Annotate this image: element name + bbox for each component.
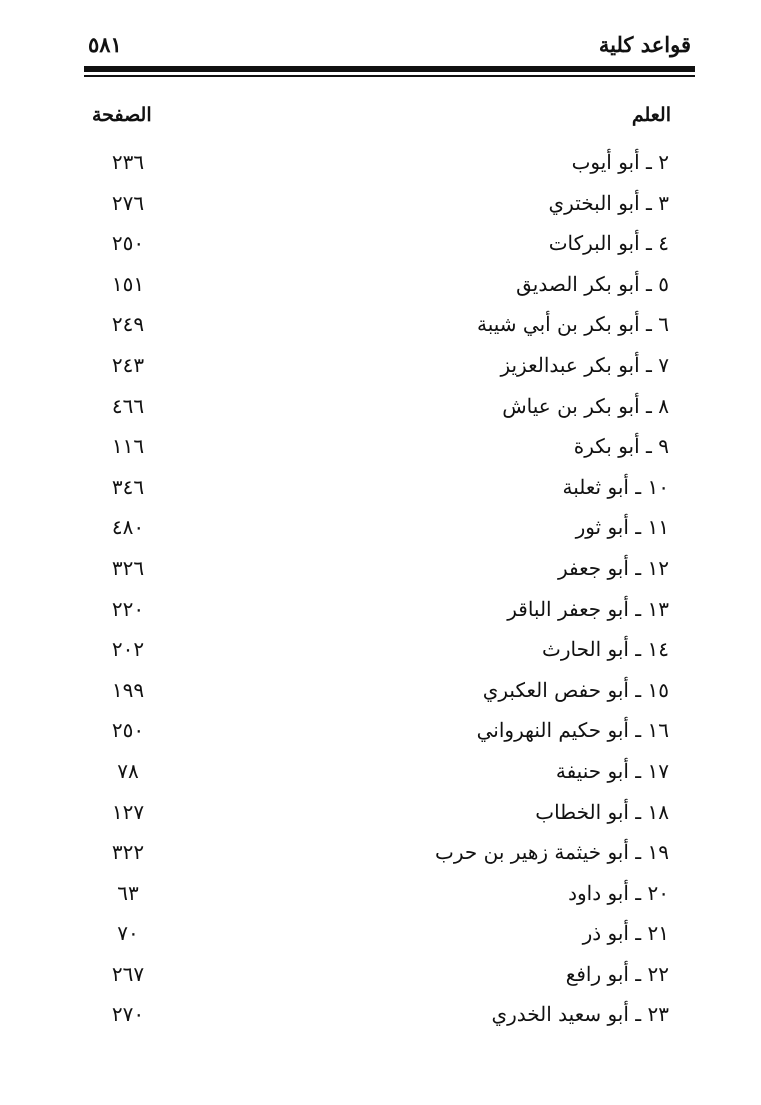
name-column-header: العلم bbox=[631, 104, 671, 126]
index-entry bbox=[92, 432, 669, 473]
index-entry bbox=[92, 473, 669, 514]
index-entry bbox=[92, 270, 669, 311]
entry-name: ٢١ ـ أبو ذر bbox=[582, 921, 669, 946]
index-entry bbox=[92, 838, 669, 879]
entry-page-number: ١١٦ bbox=[111, 434, 145, 459]
index-entry bbox=[92, 229, 669, 270]
index-entry bbox=[92, 1000, 669, 1041]
index-column-headers bbox=[92, 104, 671, 134]
index-entry bbox=[92, 148, 669, 189]
entry-name: ١٨ ـ أبو الخطاب bbox=[535, 799, 669, 824]
entry-page-number: ٢٤٣ bbox=[111, 352, 145, 377]
entry-page-number: ٢٧٠ bbox=[111, 1002, 145, 1027]
entry-name: ٢٢ ـ أبو رافع bbox=[565, 961, 669, 986]
entry-page-number: ٢٢٠ bbox=[111, 596, 145, 621]
index-entry bbox=[92, 351, 669, 392]
entry-page-number: ٣٢٦ bbox=[111, 555, 145, 580]
entry-name: ١٣ ـ أبو جعفر الباقر bbox=[507, 596, 669, 621]
index-entry-list bbox=[92, 148, 669, 1041]
entry-name: ١١ ـ أبو ثور bbox=[575, 515, 669, 540]
entry-name: ٤ ـ أبو البركات bbox=[548, 231, 669, 256]
index-entry bbox=[92, 635, 669, 676]
page-number: ٥٨١ bbox=[88, 32, 122, 57]
index-entry bbox=[92, 513, 669, 554]
header-rule-thick bbox=[84, 66, 695, 72]
entry-page-number: ٧٠ bbox=[117, 921, 139, 946]
header-rule-thin bbox=[84, 75, 695, 77]
entry-name: ١٠ ـ أبو ثعلبة bbox=[562, 474, 669, 499]
entry-page-number: ٧٨ bbox=[117, 758, 139, 783]
index-entry bbox=[92, 310, 669, 351]
index-entry bbox=[92, 798, 669, 839]
entry-name: ٢٣ ـ أبو سعيد الخدري bbox=[491, 1002, 669, 1027]
entry-page-number: ٢٦٧ bbox=[111, 961, 145, 986]
entry-name: ١٥ ـ أبو حفص العكبري bbox=[482, 677, 669, 702]
index-entry bbox=[92, 960, 669, 1001]
entry-page-number: ١٩٩ bbox=[111, 677, 145, 702]
index-entry bbox=[92, 919, 669, 960]
entry-page-number: ٢٤٩ bbox=[111, 312, 145, 337]
entry-name: ١٦ ـ أبو حكيم النهرواني bbox=[476, 718, 669, 743]
index-entry bbox=[92, 554, 669, 595]
entry-page-number: ١٢٧ bbox=[111, 799, 145, 824]
entry-page-number: ٢٧٦ bbox=[111, 190, 145, 215]
entry-name: ١٢ ـ أبو جعفر bbox=[557, 555, 669, 580]
entry-page-number: ١٥١ bbox=[111, 271, 145, 296]
entry-name: ٩ ـ أبو بكرة bbox=[573, 434, 669, 459]
index-entry bbox=[92, 879, 669, 920]
page-column-header: الصفحة bbox=[92, 104, 152, 126]
index-entry bbox=[92, 595, 669, 636]
book-title: قواعد كلية bbox=[598, 32, 691, 57]
entry-name: ٣ ـ أبو البختري bbox=[548, 190, 669, 215]
entry-page-number: ٢٣٦ bbox=[111, 150, 145, 174]
entry-page-number: ٤٦٦ bbox=[111, 393, 145, 418]
entry-page-number: ٢٥٠ bbox=[111, 718, 145, 743]
entry-page-number: ٤٨٠ bbox=[111, 515, 145, 540]
index-entry bbox=[92, 757, 669, 798]
entry-page-number: ٣٢٢ bbox=[111, 840, 145, 865]
index-entry bbox=[92, 392, 669, 433]
entry-name: ١٤ ـ أبو الحارث bbox=[541, 637, 669, 662]
entry-page-number: ٦٣ bbox=[117, 880, 139, 905]
entry-page-number: ٣٤٦ bbox=[111, 474, 145, 499]
entry-name: ٨ ـ أبو بكر بن عياش bbox=[502, 393, 669, 418]
entry-name: ٥ ـ أبو بكر الصديق bbox=[516, 271, 669, 296]
index-entry bbox=[92, 189, 669, 230]
entry-page-number: ٢٠٢ bbox=[111, 637, 145, 662]
entry-page-number: ٢٥٠ bbox=[111, 231, 145, 256]
entry-name: ٢٠ ـ أبو داود bbox=[568, 880, 669, 905]
entry-name: ١٧ ـ أبو حنيفة bbox=[555, 758, 669, 783]
index-entry bbox=[92, 676, 669, 717]
entry-name: ٢ ـ أبو أيوب bbox=[571, 150, 669, 174]
entry-name: ١٩ ـ أبو خيثمة زهير بن حرب bbox=[435, 840, 669, 865]
entry-name: ٦ ـ أبو بكر بن أبي شيبة bbox=[477, 312, 669, 337]
entry-name: ٧ ـ أبو بكر عبدالعزيز bbox=[500, 352, 669, 377]
index-entry bbox=[92, 716, 669, 757]
running-header bbox=[88, 28, 691, 62]
